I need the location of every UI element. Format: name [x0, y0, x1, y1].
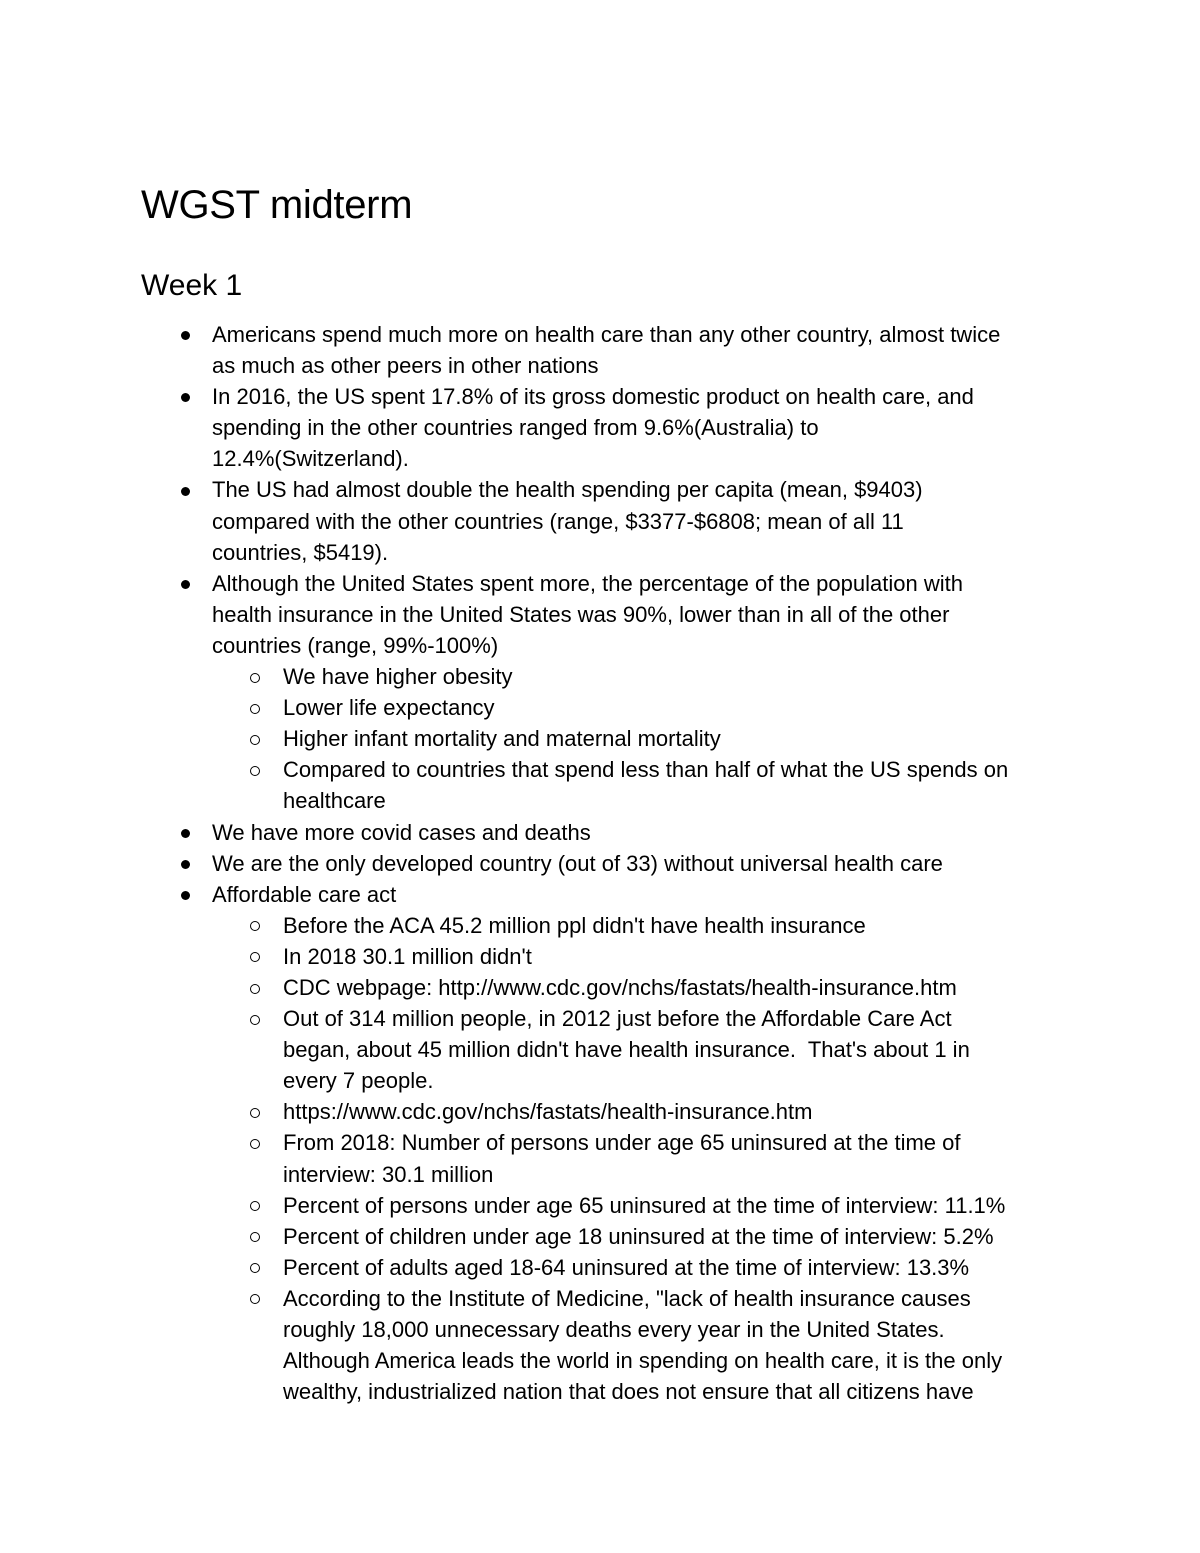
hollow-bullet-icon — [245, 754, 265, 785]
bullet-text-line: From 2018: Number of persons under age 65 uninsured at the time of — [283, 1130, 961, 1156]
bullet-item — [0, 879, 1200, 910]
filled-bullet-icon — [175, 474, 195, 505]
bullet-text-line: According to the Institute of Medicine, "lack of health insurance causes — [283, 1285, 971, 1311]
bullet-item — [0, 381, 1200, 474]
hollow-bullet-icon — [245, 1252, 265, 1283]
filled-bullet-icon — [175, 568, 195, 599]
bullet-text-line: https://www.cdc.gov/nchs/fastats/health-insurance.htm — [283, 1099, 813, 1125]
filled-bullet-icon — [175, 817, 195, 848]
filled-bullet-icon — [175, 848, 195, 879]
bullet-text-line: Higher infant mortality and maternal mortality — [283, 726, 721, 752]
bullet-text-line: Percent of adults aged 18-64 uninsured at the time of interview: 13.3% — [283, 1254, 970, 1280]
bullet-text-line: healthcare — [283, 788, 386, 814]
bullet-text-line: countries, $5419). — [212, 539, 389, 565]
hollow-bullet-icon — [245, 1127, 265, 1158]
bullet-text-line: as much as other peers in other nations — [212, 353, 599, 379]
bullet-text-line: Americans spend much more on health care than any other country, almost twice — [212, 322, 1001, 347]
hollow-bullet-icon — [245, 972, 265, 1003]
sub-bullet-item — [0, 692, 1200, 723]
bullet-text-line: health insurance in the United States was 90%, lower than in all of the other — [212, 601, 950, 627]
hollow-bullet-icon — [245, 661, 265, 692]
bullet-text-line: We have more covid cases and deaths — [212, 819, 591, 845]
sub-bullet-item — [0, 1003, 1200, 1096]
bullet-text-line: interview: 30.1 million — [283, 1161, 494, 1187]
sub-bullet-item — [0, 1096, 1200, 1127]
bullet-text-line: Although America leads the world in spending on health care, it is the only — [283, 1348, 1003, 1374]
hollow-bullet-icon — [245, 1221, 265, 1252]
hollow-bullet-icon — [245, 1003, 265, 1034]
sub-bullet-item — [0, 661, 1200, 692]
bullet-item — [0, 568, 1200, 661]
sub-bullet-item — [0, 1252, 1200, 1283]
bullet-text-line: Out of 314 million people, in 2012 just before the Affordable Care Act — [283, 1006, 952, 1032]
bullet-item — [0, 848, 1200, 879]
bullet-text-line: compared with the other countries (range, $3377-$6808; mean of all 11 — [212, 508, 904, 534]
sub-bullet-item — [0, 941, 1200, 972]
sub-bullet-item — [0, 754, 1200, 816]
bullet-text-line: We have higher obesity — [283, 664, 513, 690]
sub-bullet-item — [0, 910, 1200, 941]
hollow-bullet-icon — [245, 941, 265, 972]
bullet-text-line: We are the only developed country (out of 33) without universal health care — [212, 850, 943, 876]
sub-bullet-item — [0, 1190, 1200, 1221]
bullet-text-line: In 2018 30.1 million didn't — [283, 943, 532, 969]
bullet-item — [0, 817, 1200, 848]
hollow-bullet-icon — [245, 910, 265, 941]
bullet-item — [0, 474, 1200, 567]
filled-bullet-icon — [175, 319, 195, 350]
notes-bullet-list — [0, 319, 1200, 1407]
sub-bullet-item — [0, 1283, 1200, 1407]
hollow-bullet-icon — [245, 692, 265, 723]
bullet-text-line: In 2016, the US spent 17.8% of its gross domestic product on health care, and — [212, 384, 974, 410]
bullet-text-line: Compared to countries that spend less than half of what the US spends on — [283, 757, 1009, 783]
bullet-text-line: roughly 18,000 unnecessary deaths every year in the United States. — [283, 1317, 945, 1342]
section-heading-week-1: Week 1 — [141, 269, 243, 302]
filled-bullet-icon — [175, 381, 195, 412]
hollow-bullet-icon — [245, 723, 265, 754]
bullet-text-line: wealthy, industrialized nation that does not ensure that all citizens have — [283, 1379, 974, 1405]
sub-bullet-item — [0, 1221, 1200, 1252]
bullet-text-line: Percent of children under age 18 uninsured at the time of interview: 5.2% — [283, 1223, 994, 1249]
bullet-text-line: began, about 45 million didn't have health insurance. That's about 1 in — [283, 1037, 970, 1063]
bullet-text-line: The US had almost double the health spending per capita (mean, $9403) — [212, 477, 923, 503]
bullet-text-line: Affordable care act — [212, 881, 397, 907]
bullet-text-line: 12.4%(Switzerland). — [212, 446, 409, 472]
bullet-text-line: Before the ACA 45.2 million ppl didn't have health insurance — [283, 912, 866, 938]
bullet-text-line: CDC webpage: http://www.cdc.gov/nchs/fastats/health-insurance.htm — [283, 974, 957, 1000]
bullet-text-line: spending in the other countries ranged from 9.6%(Australia) to — [212, 415, 819, 441]
hollow-bullet-icon — [245, 1190, 265, 1221]
bullet-text-line: Although the United States spent more, the percentage of the population with — [212, 570, 963, 596]
sub-bullet-item — [0, 723, 1200, 754]
bullet-text-line: countries (range, 99%-100%) — [212, 632, 499, 658]
hollow-bullet-icon — [245, 1283, 265, 1314]
bullet-text-line: Lower life expectancy — [283, 695, 495, 721]
sub-bullet-item — [0, 972, 1200, 1003]
bullet-item — [0, 319, 1200, 381]
bullet-text-line: every 7 people. — [283, 1068, 434, 1094]
hollow-bullet-icon — [245, 1096, 265, 1127]
bullet-text-line: Percent of persons under age 65 uninsured at the time of interview: 11.1% — [283, 1192, 1006, 1218]
sub-bullet-item — [0, 1127, 1200, 1189]
document-title: WGST midterm — [141, 183, 413, 227]
filled-bullet-icon — [175, 879, 195, 910]
